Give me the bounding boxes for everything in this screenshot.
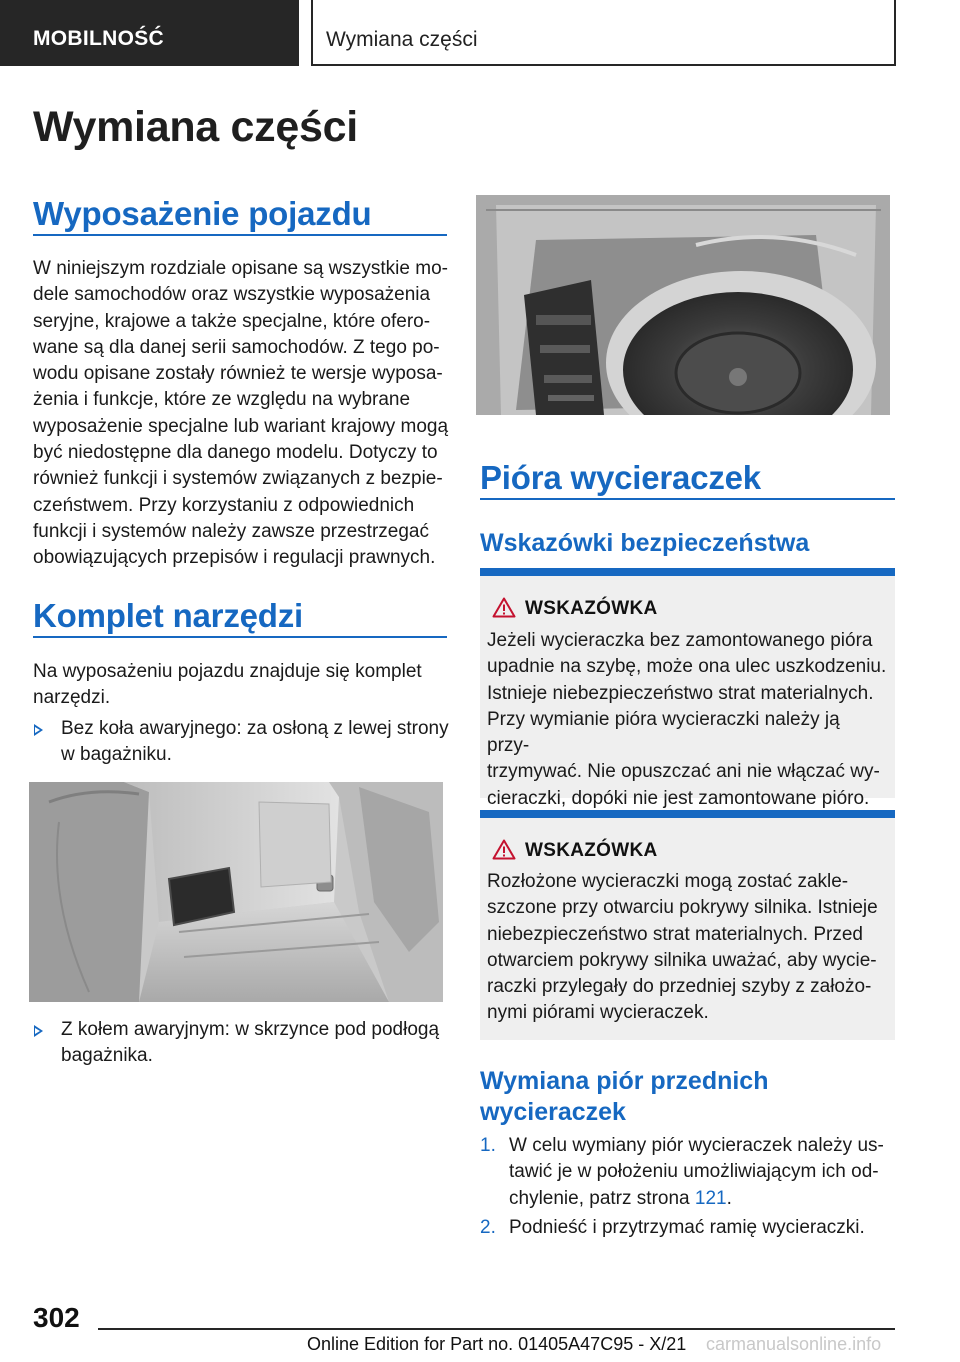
chapter-tab bbox=[311, 0, 896, 66]
warning-box bbox=[480, 568, 895, 809]
bullet-triangle-icon bbox=[34, 1025, 43, 1037]
step-number: 1. bbox=[480, 1135, 496, 1156]
warning-triangle-icon bbox=[492, 597, 516, 618]
heading-wiper-blades: Pióra wycieraczek bbox=[480, 459, 761, 496]
step-number: 2. bbox=[480, 1217, 496, 1238]
edition-text: Online Edition for Part no. 01405A47C95 - X/21 bbox=[307, 1334, 687, 1354]
warning-bar bbox=[480, 810, 895, 818]
warning-text: Rozłożone wycieraczki mogą zostać zakle- szczone przy otwarciu pokrywy silnika. Istnieje niebezpieczeństwo strat materialnych. Przed otwarciem pokrywy silnika uważać, aby wycie- raczki przylegały do przedniej szyby z założo- nymi piórami wycieraczek. bbox=[487, 871, 878, 1024]
heading-rule bbox=[33, 234, 447, 236]
list-item: Z kołem awaryjnym: w skrzynce pod podłogą bagażnika. bbox=[61, 1017, 451, 1070]
list-item: 1. W celu wymiany piór wycieraczek należy us- tawić je w położeniu umożliwiającym ich od- chylenie, patrz strona 121. bbox=[480, 1135, 884, 1209]
list-item: 2. Podnieść i przytrzymać ramię wycieraczki. bbox=[509, 1215, 894, 1241]
heading-rule bbox=[480, 498, 895, 500]
vehicle-equipment-paragraph: W niniejszym rozdziale opisane są wszystkie mo- dele samochodów oraz wszystkie wyposażenia seryjne, krajowe a także specjalne, które ofero- wane są dla danej serii samochodów. Z tego po- wodu opisane zostały również te wersje wyposa- żenia i funkcje, które ze względu na wybrane wyposażenie specjalne lub wariant krajowy mogą być niedostępne dla danego modelu. Dotyczy to również funkcji i systemów związanych z bezpie- czeństwem. Przy korzystaniu z odpowiednich funkcji i systemów należy zawsze przestrzegać obowiązujących przepisów i regulacji prawnych. bbox=[33, 258, 449, 569]
heading-front-wiper-replacement: Wymiana piór przednich wycieraczek bbox=[480, 1067, 769, 1126]
page-title: Wymiana części bbox=[33, 103, 358, 151]
page-number: 302 bbox=[33, 1302, 80, 1333]
warning-label: WSKAZÓWKA bbox=[525, 840, 658, 861]
footer-rule bbox=[98, 1328, 895, 1330]
warning-triangle-icon bbox=[492, 839, 516, 860]
spare-wheel-toolbox-image bbox=[476, 195, 890, 415]
warning-bar bbox=[480, 568, 895, 576]
chapter-label: Wymiana części bbox=[326, 28, 478, 51]
heading-safety-notes: Wskazówki bezpieczeństwa bbox=[480, 529, 810, 557]
section-tab bbox=[0, 0, 299, 66]
warning-text: Jeżeli wycieraczka bez zamontowanego pióra upadnie na szybę, może ona ulec uszkodzeniu. Istnieje niebezpieczeństwo strat materialnych. Przy wymianie pióra wycieraczki należy ją przy- trzymywać. Nie opuszczać ani nie włączać wy- cieraczki, dopóki nie jest zamontowane pióro. bbox=[487, 630, 887, 809]
section-label: MOBILNOŚĆ bbox=[33, 27, 165, 50]
heading-toolkit: Komplet narzędzi bbox=[33, 597, 304, 634]
warning-label: WSKAZÓWKA bbox=[525, 598, 658, 619]
trunk-side-compartment-image bbox=[29, 782, 443, 1002]
list-item: Bez koła awaryjnego: za osłoną z lewej strony w bagażniku. bbox=[61, 716, 451, 769]
bullet-triangle-icon bbox=[34, 724, 43, 736]
watermark: carmanualsonline.info bbox=[706, 1334, 882, 1354]
heading-rule bbox=[33, 636, 447, 638]
toolkit-paragraph: Na wyposażeniu pojazdu znajduje się komplet narzędzi. bbox=[33, 661, 422, 709]
page-reference-link[interactable]: 121 bbox=[694, 1187, 727, 1209]
warning-box bbox=[480, 810, 895, 1040]
page-header bbox=[0, 0, 960, 66]
heading-vehicle-equipment: Wyposażenie pojazdu bbox=[33, 195, 372, 232]
